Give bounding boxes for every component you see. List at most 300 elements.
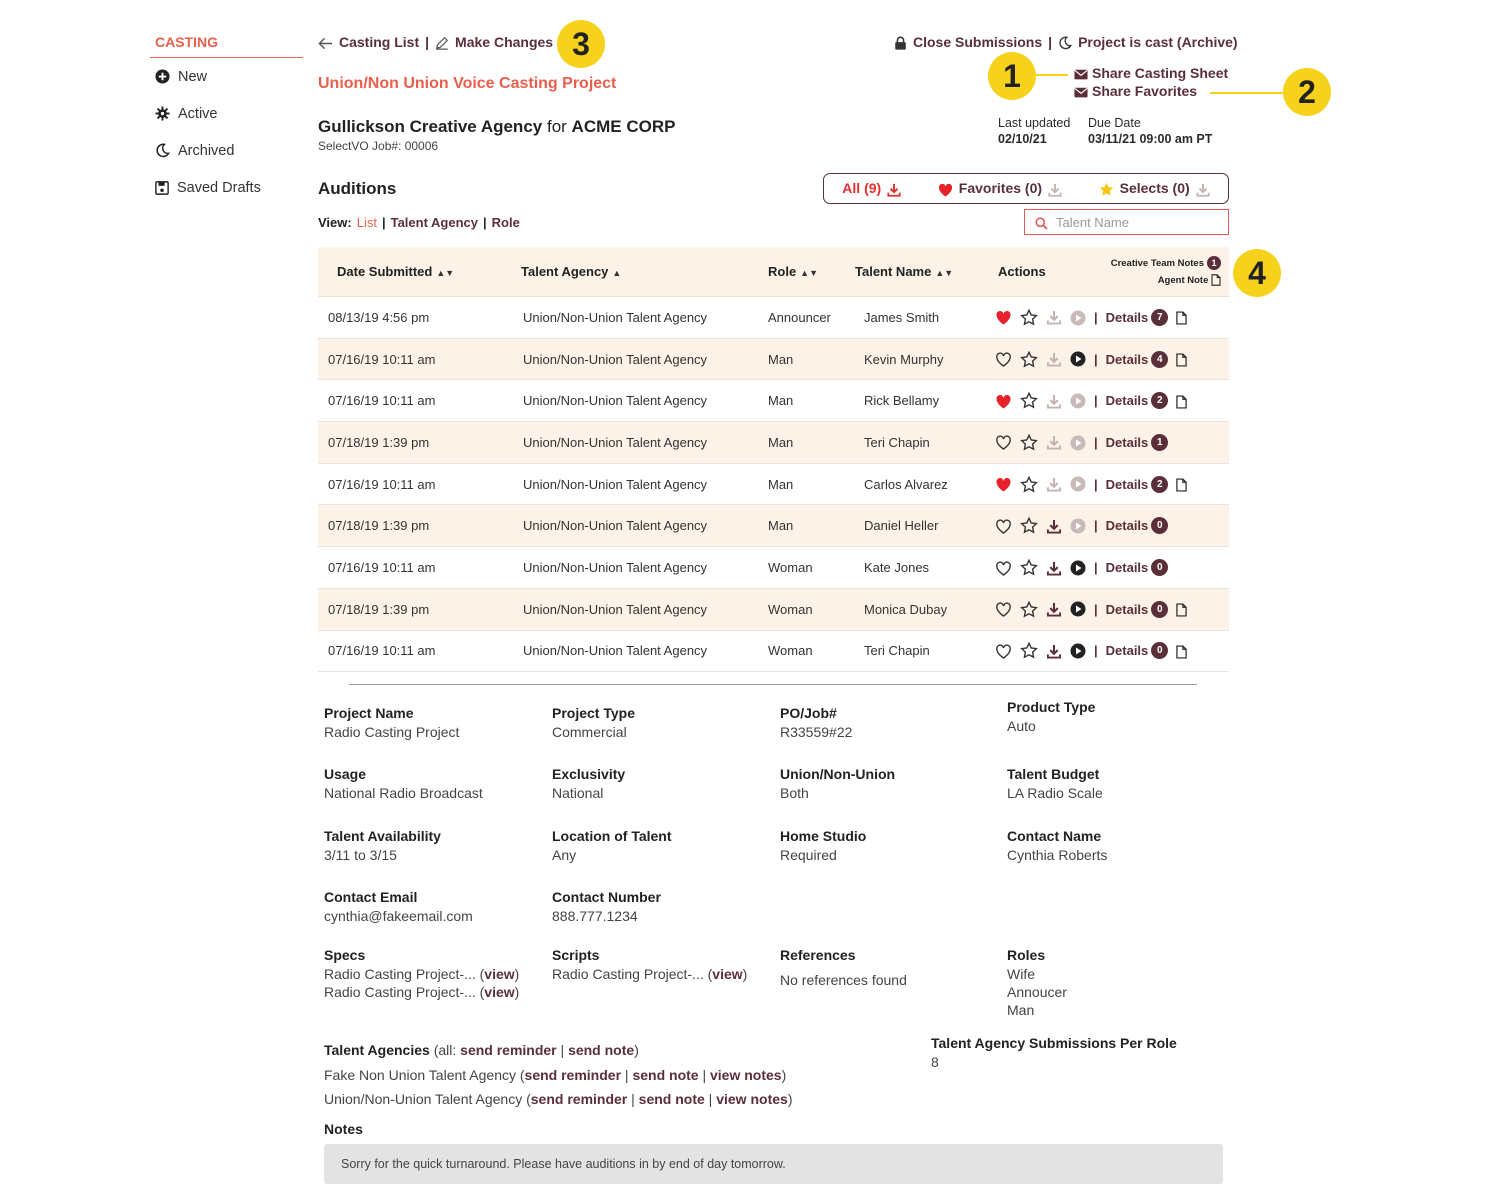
gear-icon: [155, 106, 170, 122]
agent-note-icon[interactable]: [1176, 643, 1187, 659]
separator: |: [483, 215, 487, 230]
col-date-label: Date Submitted: [337, 264, 433, 279]
due-date: [1088, 116, 1212, 146]
view-notes-link[interactable]: view notes: [710, 1066, 782, 1083]
view-notes-link[interactable]: view notes: [716, 1091, 788, 1107]
info-label: Talent Budget: [1007, 766, 1100, 782]
info-talent-budget: [1007, 766, 1103, 802]
cell-date: 07/18/19 1:39 pm: [328, 434, 430, 450]
download-icon[interactable]: [1046, 351, 1062, 367]
agency-client-heading: [318, 117, 675, 137]
play-icon[interactable]: [1070, 643, 1086, 660]
separator: |: [1094, 309, 1098, 325]
cell-actions: [986, 517, 1229, 534]
agent-note-icon[interactable]: [1176, 393, 1187, 409]
client-name: ACME CORP: [571, 117, 676, 136]
star-outline-icon[interactable]: [1020, 476, 1038, 493]
info-exclusivity: [552, 766, 625, 802]
view-script-link[interactable]: view: [712, 966, 743, 982]
cell-actions: [986, 309, 1229, 326]
info-value: Commercial: [552, 724, 627, 740]
download-icon[interactable]: [1046, 434, 1062, 450]
separator: |: [1094, 476, 1098, 492]
cell-actions: [986, 601, 1229, 618]
notes-box: Sorry for the quick turnaround. Please have auditions in by end of day tomorrow.: [324, 1144, 1223, 1184]
heart-filled-icon[interactable]: [995, 393, 1012, 409]
filter-favorites[interactable]: [938, 180, 1062, 196]
info-usage: [324, 766, 483, 802]
info-value: Any: [552, 847, 577, 863]
table-row: [318, 380, 1229, 422]
send-note-link[interactable]: send note: [632, 1066, 699, 1083]
table-body: [318, 297, 1229, 672]
details-label: Details: [1105, 351, 1149, 367]
view-role[interactable]: Role: [491, 215, 520, 230]
col-date-submitted[interactable]: [318, 264, 514, 279]
download-icon[interactable]: [1046, 559, 1062, 575]
notes-count-badge: 1: [1151, 434, 1168, 451]
script-file-name: Radio Casting Project-...: [552, 966, 704, 982]
info-value: No references found: [780, 972, 907, 988]
cell-actions: [986, 642, 1229, 659]
table-row: [318, 505, 1229, 547]
sidebar-item-label: Active: [178, 105, 218, 122]
col-talent-label: Talent Name: [855, 264, 932, 279]
play-icon[interactable]: [1070, 392, 1086, 409]
callout-1-line: [1036, 74, 1068, 76]
casting-list-link[interactable]: Casting List: [339, 34, 420, 50]
notes-legend: [1111, 255, 1221, 289]
play-icon[interactable]: [1070, 476, 1086, 493]
details-button[interactable]: [1106, 351, 1169, 368]
last-updated-label: Last updated: [998, 116, 1071, 130]
filter-selects-label: Selects (0): [1119, 180, 1190, 197]
cell-talent: Teri Chapin: [864, 643, 930, 659]
info-label: Contact Name: [1007, 828, 1102, 844]
sidebar-item-active[interactable]: [150, 95, 303, 132]
creative-team-notes-legend: [1111, 255, 1221, 272]
last-updated: [998, 116, 1070, 146]
col-agency-label: Talent Agency: [521, 264, 609, 279]
search-icon: [1035, 214, 1048, 229]
cell-talent: Teri Chapin: [864, 434, 930, 450]
send-reminder-all-link[interactable]: send reminder: [460, 1042, 557, 1058]
info-product-type: [1007, 699, 1095, 735]
lock-icon: [894, 34, 907, 50]
filter-selects[interactable]: [1099, 180, 1210, 197]
cell-actions: [986, 434, 1229, 451]
cell-date: 08/13/19 4:56 pm: [328, 309, 430, 325]
auditions-table: [318, 247, 1229, 672]
cell-date: 07/16/19 10:11 am: [328, 351, 436, 367]
info-label: Project Name: [324, 705, 414, 721]
sidebar-item-label: Archived: [178, 142, 235, 159]
info-label: Project Type: [552, 705, 635, 721]
info-value: 8: [931, 1054, 939, 1070]
notes-count-badge: 7: [1151, 309, 1168, 326]
info-value: Auto: [1007, 718, 1036, 734]
details-button[interactable]: [1106, 517, 1169, 534]
project-title: Union/Non Union Voice Casting Project: [318, 75, 617, 92]
talent-agencies-label: Talent Agencies: [324, 1042, 430, 1058]
cell-date: 07/16/19 10:11 am: [328, 643, 436, 659]
share-casting-sheet-label: Share Casting Sheet: [1092, 65, 1229, 81]
talent-agencies-header: Talent Agencies (all: send reminder | send note): [324, 1042, 639, 1058]
notes-count-badge: 4: [1151, 351, 1168, 368]
info-label: PO/Job#: [780, 705, 837, 721]
separator: |: [1094, 601, 1098, 617]
creative-notes-label: Creative Team Notes: [1110, 257, 1204, 269]
cell-agency: Union/Non-Union Talent Agency: [523, 309, 708, 325]
save-icon: [155, 180, 169, 196]
info-label: Talent Availability: [324, 828, 441, 844]
info-specs: [324, 947, 519, 1001]
star-outline-icon[interactable]: [1020, 517, 1038, 534]
info-value: R33559#22: [780, 724, 853, 740]
info-po-job: [780, 705, 852, 741]
share-favorites-label: Share Favorites: [1092, 83, 1198, 99]
plus-circle-icon: [155, 69, 170, 85]
info-talent-availability: [324, 828, 441, 864]
download-icon[interactable]: [1046, 476, 1062, 492]
cell-actions: [986, 476, 1229, 493]
agent-note-icon[interactable]: [1176, 310, 1187, 326]
heart-icon: [938, 180, 953, 196]
cell-role: Woman: [768, 559, 813, 575]
filter-favorites-label: Favorites (0): [958, 180, 1043, 197]
callout-2: 2: [1283, 68, 1331, 116]
info-value: 888.777.1234: [552, 908, 638, 924]
info-value: National Radio Broadcast: [324, 785, 483, 801]
details-button[interactable]: [1106, 601, 1169, 618]
col-talent-agency[interactable]: [514, 264, 759, 279]
role-item: Annoucer: [1007, 984, 1067, 1000]
details-button[interactable]: [1106, 642, 1169, 659]
details-label: Details: [1105, 643, 1149, 659]
spec-file-name: Radio Casting Project-...: [324, 966, 476, 982]
sidebar-item-label: Saved Drafts: [177, 179, 261, 196]
arrow-left-icon[interactable]: [318, 34, 333, 49]
separator: |: [425, 34, 430, 50]
download-icon[interactable]: [1196, 180, 1210, 196]
download-icon[interactable]: [1046, 393, 1062, 409]
filter-all[interactable]: [842, 180, 901, 196]
cell-role: Man: [768, 434, 794, 450]
send-reminder-link[interactable]: send reminder: [524, 1066, 622, 1083]
play-icon[interactable]: [1070, 434, 1086, 451]
info-contact-name: [1007, 828, 1107, 864]
cell-talent: Kevin Murphy: [864, 351, 944, 367]
info-label: Specs: [324, 947, 366, 963]
heart-filled-icon[interactable]: [995, 309, 1012, 325]
agency-name: Union/Non-Union Talent Agency: [324, 1091, 523, 1107]
cell-agency: Union/Non-Union Talent Agency: [523, 476, 708, 492]
info-value: cynthia@fakeemail.com: [324, 908, 473, 924]
spec-file: Radio Casting Project-... (view): [324, 984, 520, 1000]
role-item: Man: [1007, 1002, 1035, 1018]
cell-role: Man: [768, 351, 794, 367]
separator: |: [1048, 34, 1053, 50]
sort-icon: ▲▼: [436, 268, 455, 278]
agency-name: Fake Non Union Talent Agency: [324, 1066, 516, 1083]
agent-note-icon[interactable]: [1176, 601, 1187, 617]
col-role[interactable]: [759, 264, 855, 279]
spec-file-name: Radio Casting Project-...: [324, 984, 476, 1000]
details-button[interactable]: [1106, 309, 1169, 326]
cell-agency: Union/Non-Union Talent Agency: [523, 601, 708, 617]
heart-outline-icon[interactable]: [995, 559, 1012, 575]
info-label: Home Studio: [780, 828, 867, 844]
info-label: Product Type: [1007, 699, 1096, 715]
pencil-icon: [435, 34, 449, 50]
document-icon: [1211, 275, 1221, 286]
info-value: 3/11 to 3/15: [324, 847, 397, 863]
separator: |: [1094, 518, 1098, 534]
download-icon[interactable]: [1046, 309, 1062, 325]
star-outline-icon[interactable]: [1020, 601, 1038, 618]
info-home-studio: [780, 828, 866, 864]
make-changes-link[interactable]: Make Changes: [455, 34, 554, 50]
view-spec-link[interactable]: view: [484, 984, 515, 1000]
sort-asc-icon: ▲: [612, 268, 622, 278]
cell-talent: Rick Bellamy: [864, 393, 940, 409]
info-label: Union/Non-Union: [780, 766, 896, 782]
details-label: Details: [1105, 434, 1149, 450]
role-item: Wife: [1007, 966, 1035, 982]
info-value: LA Radio Scale: [1007, 785, 1103, 801]
last-updated-value: 02/10/21: [998, 132, 1047, 146]
star-outline-icon[interactable]: [1020, 642, 1038, 659]
cell-role: Announcer: [768, 309, 831, 325]
download-icon[interactable]: [887, 180, 901, 196]
agent-note-icon[interactable]: [1176, 351, 1187, 367]
table-row: [318, 547, 1229, 589]
details-label: Details: [1105, 518, 1149, 534]
notes-count-badge: 2: [1151, 392, 1168, 409]
info-project-name: [324, 705, 459, 741]
all-prefix: (all:: [433, 1042, 457, 1058]
info-label: References: [780, 947, 856, 963]
share-casting-sheet-button[interactable]: [1074, 65, 1228, 81]
top-nav: [318, 34, 553, 50]
sidebar-heading: CASTING: [150, 30, 303, 58]
agency-row: Fake Non Union Talent Agency (send reminder | send note | view notes): [324, 1066, 787, 1083]
callout-3: 3: [557, 20, 605, 68]
talent-agencies-section: [324, 1038, 792, 1112]
separator: |: [1094, 351, 1098, 367]
star-outline-icon[interactable]: [1020, 434, 1038, 451]
talent-search-input[interactable]: [1056, 215, 1206, 230]
view-switcher: [318, 215, 520, 230]
star-outline-icon[interactable]: [1020, 392, 1038, 409]
view-list[interactable]: List: [356, 215, 377, 230]
notes-count-badge: 0: [1151, 642, 1168, 659]
info-label: Scripts: [552, 947, 600, 963]
cell-agency: Union/Non-Union Talent Agency: [523, 351, 708, 367]
info-project-type: [552, 705, 635, 741]
download-icon[interactable]: [1048, 180, 1062, 196]
details-label: Details: [1105, 309, 1149, 325]
agent-note-icon[interactable]: [1176, 476, 1187, 492]
heart-outline-icon[interactable]: [995, 518, 1012, 534]
cell-role: Man: [768, 518, 794, 534]
cell-role: Man: [768, 476, 794, 492]
table-row: [318, 631, 1229, 673]
send-reminder-link[interactable]: send reminder: [530, 1091, 628, 1107]
view-talent-agency[interactable]: Talent Agency: [390, 215, 479, 230]
notes-count-badge: 0: [1151, 517, 1168, 534]
cell-agency: Union/Non-Union Talent Agency: [523, 518, 708, 534]
agency-name: Gullickson Creative Agency: [318, 117, 543, 136]
cell-agency: Union/Non-Union Talent Agency: [523, 393, 708, 409]
creative-notes-count: 1: [1207, 256, 1221, 270]
play-icon[interactable]: [1070, 309, 1086, 326]
sidebar: [150, 30, 303, 206]
auditions-title: Auditions: [318, 179, 397, 198]
sidebar-item-new[interactable]: [150, 58, 303, 95]
due-date-value: 03/11/21 09:00 am PT: [1088, 132, 1213, 146]
talent-search[interactable]: [1024, 209, 1229, 235]
spec-file: Radio Casting Project-... (view): [324, 966, 520, 982]
cell-role: Man: [768, 393, 794, 409]
play-icon[interactable]: [1070, 518, 1086, 535]
cell-talent: Daniel Heller: [864, 518, 939, 534]
separator: |: [1094, 434, 1098, 450]
separator: |: [381, 215, 386, 230]
cell-date: 07/18/19 1:39 pm: [328, 601, 430, 617]
play-icon[interactable]: [1070, 559, 1086, 576]
table-row: [318, 297, 1229, 339]
project-cast-archive-button[interactable]: Project is cast (Archive): [1078, 34, 1238, 50]
for-word: for: [546, 117, 567, 136]
sort-icon: ▲▼: [800, 268, 818, 278]
info-value: Cynthia Roberts: [1007, 847, 1108, 863]
col-role-label: Role: [768, 264, 797, 279]
cell-agency: Union/Non-Union Talent Agency: [523, 434, 708, 450]
details-label: Details: [1105, 601, 1149, 617]
download-icon[interactable]: [1046, 518, 1062, 534]
col-actions-label: Actions: [998, 264, 1046, 279]
separator: |: [1094, 393, 1098, 409]
callout-1: 1: [988, 52, 1036, 100]
play-icon[interactable]: [1070, 601, 1086, 618]
info-label: Contact Number: [552, 889, 661, 905]
info-label: Roles: [1007, 947, 1046, 963]
info-location-of-talent: [552, 828, 672, 864]
heart-outline-icon[interactable]: [995, 434, 1012, 450]
details-label: Details: [1105, 559, 1149, 575]
cell-date: 07/16/19 10:11 am: [328, 476, 436, 492]
details-button[interactable]: [1106, 392, 1169, 409]
divider: [349, 684, 1197, 685]
star-icon: [1099, 180, 1114, 197]
info-value: Radio Casting Project: [324, 724, 460, 740]
star-outline-icon[interactable]: [1020, 559, 1038, 576]
heart-outline-icon[interactable]: [995, 601, 1012, 617]
notes-count-badge: 0: [1151, 559, 1168, 576]
info-label: Usage: [324, 766, 367, 782]
envelope-icon: [1074, 84, 1088, 99]
script-file: Radio Casting Project-... (view): [552, 966, 748, 982]
agent-note-legend: [1111, 272, 1221, 289]
info-union: [780, 766, 895, 802]
table-row: [318, 589, 1229, 631]
cell-talent: James Smith: [864, 309, 940, 325]
col-talent-name[interactable]: [855, 264, 986, 279]
star-outline-icon[interactable]: [1020, 309, 1038, 326]
play-icon[interactable]: [1070, 351, 1086, 368]
info-label: Exclusivity: [552, 766, 626, 782]
cell-role: Woman: [768, 643, 813, 659]
send-note-all-link[interactable]: send note: [568, 1042, 635, 1058]
sidebar-item-label: New: [178, 68, 208, 85]
cell-actions: [986, 351, 1229, 368]
info-contact-number: [552, 889, 661, 925]
cell-talent: Monica Dubay: [864, 601, 948, 617]
sort-icon: ▲▼: [935, 268, 954, 278]
sidebar-item-saved-drafts[interactable]: [150, 169, 303, 206]
star-outline-icon[interactable]: [1020, 351, 1038, 368]
envelope-icon: [1074, 66, 1088, 81]
share-favorites-button[interactable]: [1074, 83, 1197, 99]
download-icon[interactable]: [1046, 601, 1062, 617]
col-actions: [986, 255, 1229, 289]
cell-actions: [986, 559, 1229, 576]
cell-talent: Kate Jones: [864, 559, 930, 575]
moon-icon: [155, 143, 170, 159]
notes-count-badge: 0: [1151, 601, 1168, 618]
cell-talent: Carlos Alvarez: [864, 476, 948, 492]
callout-2-line: [1210, 92, 1284, 94]
close-submissions-button[interactable]: Close Submissions: [913, 34, 1043, 50]
info-scripts: [552, 947, 747, 983]
due-date-label: Due Date: [1088, 116, 1141, 130]
notes-count-badge: 2: [1151, 476, 1168, 493]
agency-row: Union/Non-Union Talent Agency (send reminder | send note | view notes): [324, 1091, 793, 1107]
info-value: National: [552, 785, 604, 801]
callout-4: 4: [1233, 249, 1281, 297]
details-button[interactable]: [1106, 559, 1169, 576]
send-note-link[interactable]: send note: [638, 1091, 705, 1107]
details-button[interactable]: [1106, 476, 1169, 493]
moon-icon: [1058, 34, 1072, 50]
filter-all-label: All (9): [842, 180, 882, 197]
cell-agency: Union/Non-Union Talent Agency: [523, 559, 708, 575]
heart-filled-icon[interactable]: [995, 476, 1012, 492]
table-header: [318, 247, 1229, 297]
details-label: Details: [1105, 393, 1149, 409]
info-label: Contact Email: [324, 889, 418, 905]
agent-note-label: Agent Note: [1157, 274, 1209, 286]
cell-date: 07/18/19 1:39 pm: [328, 518, 430, 534]
table-row: [318, 464, 1229, 506]
info-contact-email: [324, 889, 473, 925]
info-value: Required: [780, 847, 837, 863]
notes-label: Notes: [324, 1121, 363, 1137]
project-actions: [894, 34, 1238, 50]
details-label: Details: [1105, 476, 1149, 492]
info-references: [780, 947, 907, 989]
heart-outline-icon[interactable]: [995, 643, 1012, 659]
table-row: [318, 339, 1229, 381]
info-submissions-per-role: [931, 1035, 1177, 1071]
download-icon[interactable]: [1046, 643, 1062, 659]
job-number: SelectVO Job#: 00006: [318, 139, 439, 153]
view-spec-link[interactable]: view: [484, 966, 515, 982]
details-button[interactable]: [1106, 434, 1169, 451]
sidebar-item-archived[interactable]: [150, 132, 303, 169]
heart-outline-icon[interactable]: [995, 351, 1012, 367]
